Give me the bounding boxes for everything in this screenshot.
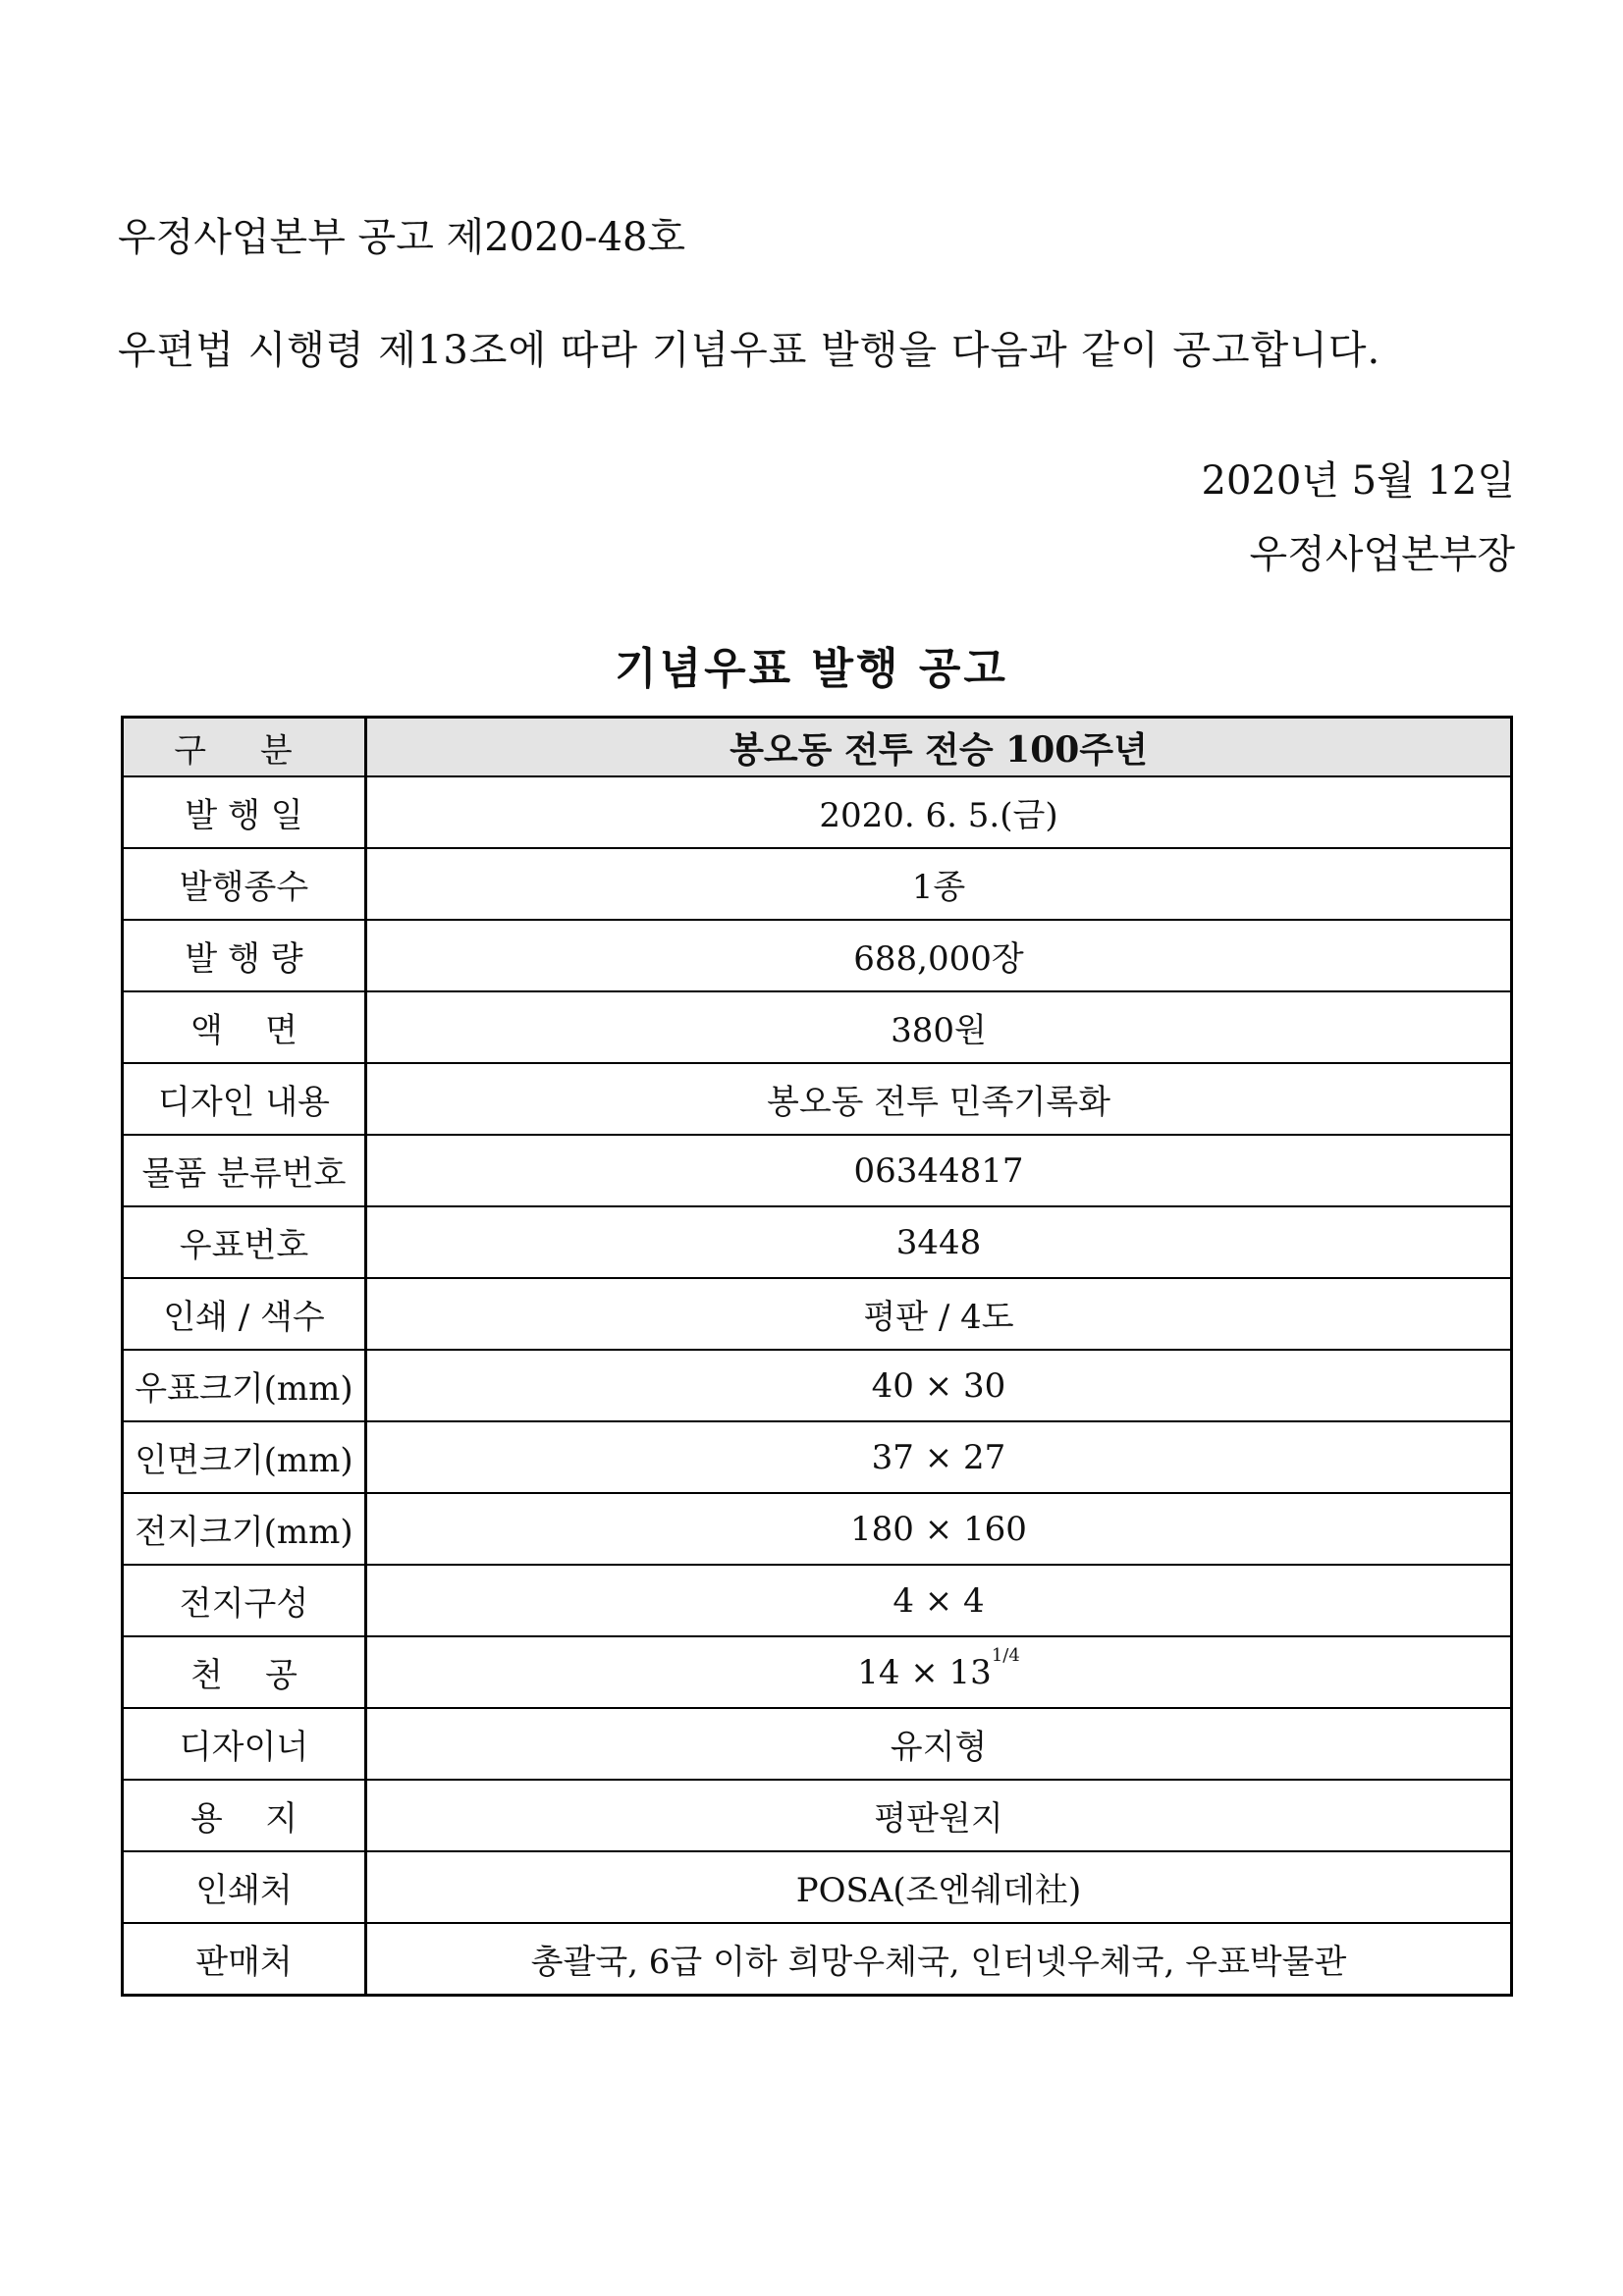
intro-paragraph: 우편법 시행령 제13조에 따라 기념우표 발행을 다음과 같이 공고합니다. bbox=[118, 328, 1381, 373]
stamp-spec-table bbox=[121, 716, 1513, 1997]
row-label: 전지구성 bbox=[123, 1565, 366, 1636]
row-value: 380원 bbox=[366, 991, 1512, 1063]
row-label: 디자인 내용 bbox=[123, 1063, 366, 1135]
row-label: 인면크기(mm) bbox=[123, 1421, 366, 1493]
table-row bbox=[123, 1350, 1512, 1421]
row-label: 판매처 bbox=[123, 1923, 366, 1996]
row-label: 발 행 량 bbox=[123, 920, 366, 991]
row-value: 평판원지 bbox=[366, 1780, 1512, 1851]
table-row bbox=[123, 848, 1512, 920]
perforation-value: 14 × 13 bbox=[857, 1652, 992, 1692]
row-value: 180 × 160 bbox=[366, 1493, 1512, 1565]
row-value: 1종 bbox=[366, 848, 1512, 920]
row-value: 4 × 4 bbox=[366, 1565, 1512, 1636]
table-row bbox=[123, 1923, 1512, 1996]
table-row bbox=[123, 1708, 1512, 1780]
row-label: 용 지 bbox=[123, 1780, 366, 1851]
row-value: 봉오동 전투 민족기록화 bbox=[366, 1063, 1512, 1135]
table-row bbox=[123, 920, 1512, 991]
table-row bbox=[123, 1565, 1512, 1636]
table-row bbox=[123, 991, 1512, 1063]
row-value: 3448 bbox=[366, 1206, 1512, 1278]
row-label: 우표번호 bbox=[123, 1206, 366, 1278]
row-label: 인쇄 / 색수 bbox=[123, 1278, 366, 1350]
row-label: 발 행 일 bbox=[123, 776, 366, 848]
table-row bbox=[123, 1636, 1512, 1708]
row-label: 인쇄처 bbox=[123, 1851, 366, 1923]
row-value: 총괄국, 6급 이하 희망우체국, 인터넷우체국, 우표박물관 bbox=[366, 1923, 1512, 1996]
notice-number: 우정사업본부 공고 제2020-48호 bbox=[118, 215, 686, 260]
row-label: 전지크기(mm) bbox=[123, 1493, 366, 1565]
header-label-cell bbox=[123, 718, 366, 777]
table-row bbox=[123, 1493, 1512, 1565]
row-label: 발행종수 bbox=[123, 848, 366, 920]
row-label: 천 공 bbox=[123, 1636, 366, 1708]
table-row bbox=[123, 1135, 1512, 1206]
row-label: 디자이너 bbox=[123, 1708, 366, 1780]
table-row bbox=[123, 1421, 1512, 1493]
row-value: 평판 / 4도 bbox=[366, 1278, 1512, 1350]
header-label: 구 분 bbox=[174, 730, 314, 771]
row-label: 액 면 bbox=[123, 991, 366, 1063]
row-value: 40 × 30 bbox=[366, 1350, 1512, 1421]
table-row bbox=[123, 1851, 1512, 1923]
row-label: 우표크기(mm) bbox=[123, 1350, 366, 1421]
document-title: 기념우표 발행 공고 bbox=[615, 644, 1008, 694]
header-value-cell: 봉오동 전투 전승 100주년 bbox=[366, 718, 1512, 777]
row-label: 물품 분류번호 bbox=[123, 1135, 366, 1206]
issuer-name: 우정사업본부장 bbox=[1249, 532, 1515, 577]
table-row bbox=[123, 1206, 1512, 1278]
table-row bbox=[123, 776, 1512, 848]
table-row bbox=[123, 1063, 1512, 1135]
table-header-row bbox=[123, 718, 1512, 777]
row-value: 2020. 6. 5.(금) bbox=[366, 776, 1512, 848]
notice-date: 2020년 5월 12일 bbox=[1201, 458, 1515, 504]
row-value: 06344817 bbox=[366, 1135, 1512, 1206]
table-row bbox=[123, 1780, 1512, 1851]
perforation-fraction: 1/4 bbox=[991, 1644, 1020, 1666]
table-row bbox=[123, 1278, 1512, 1350]
row-value: 유지형 bbox=[366, 1708, 1512, 1780]
row-value: 688,000장 bbox=[366, 920, 1512, 991]
row-value: 37 × 27 bbox=[366, 1421, 1512, 1493]
row-value-perforation bbox=[366, 1636, 1512, 1708]
row-value: POSA(조엔쉐데社) bbox=[366, 1851, 1512, 1923]
